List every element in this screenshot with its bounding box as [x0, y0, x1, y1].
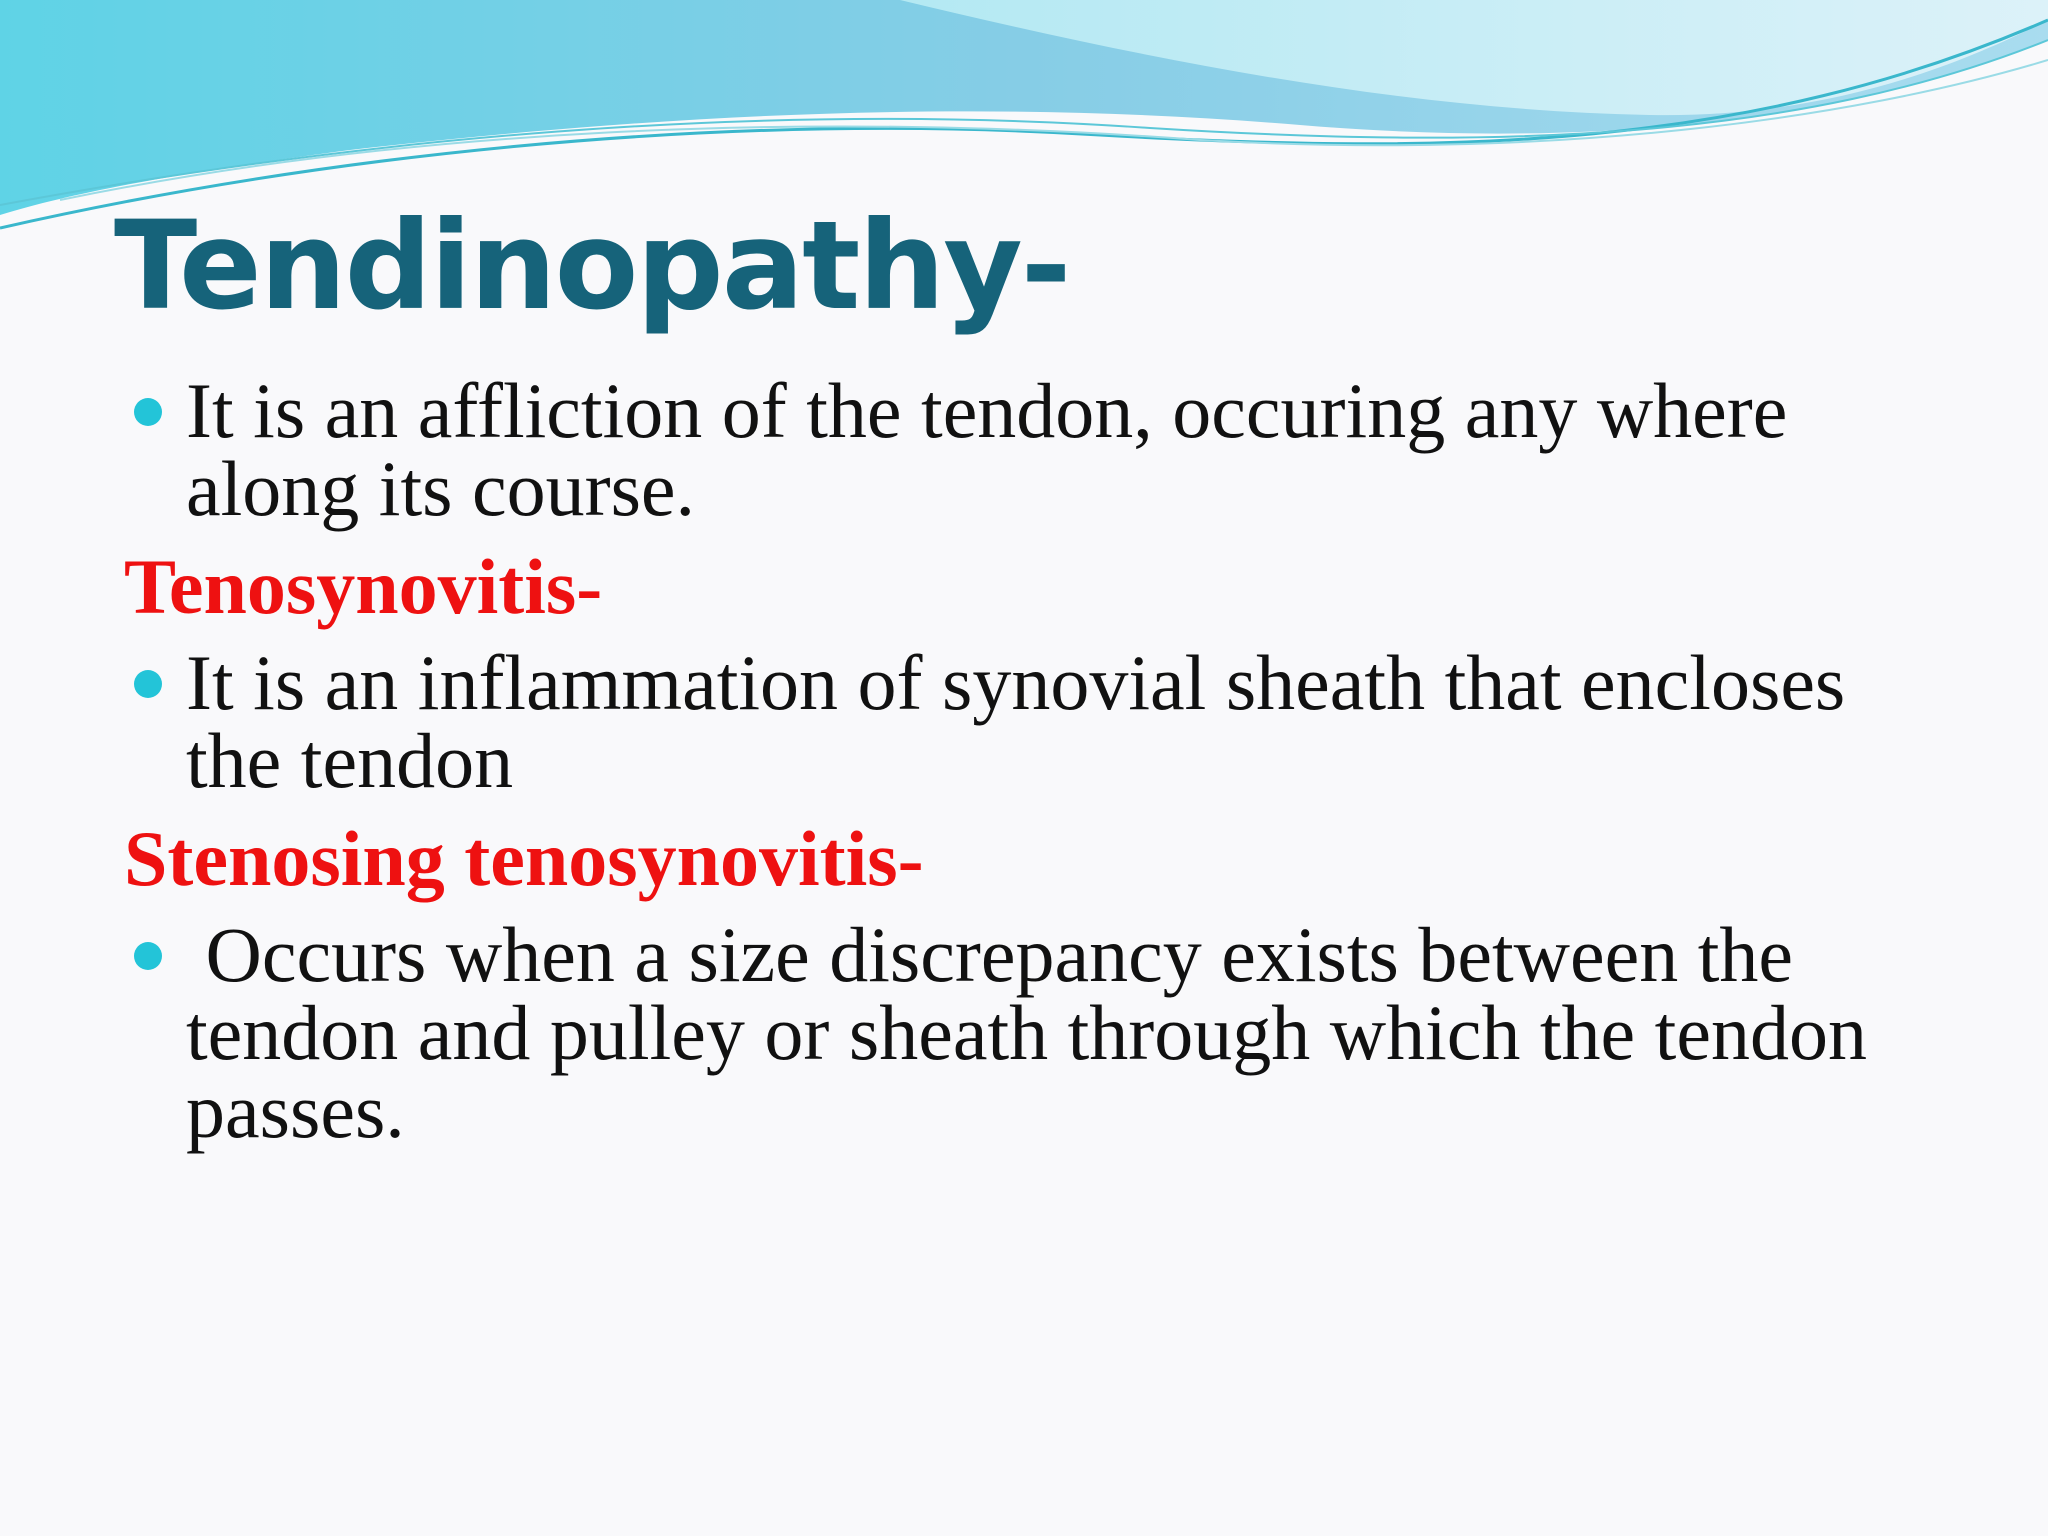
- bullet-text: Occurs when a size discrepancy exists between the tendon and pulley or sheath through which the tendon passes.: [186, 911, 1887, 1154]
- bullet-item-tenosynovitis: [124, 639, 1954, 804]
- slide-title: Tendinopathy-: [114, 195, 1070, 337]
- bullet-item-definition: [124, 367, 1954, 532]
- slide-content: [124, 360, 1954, 1154]
- bullet-dot-icon: [134, 670, 162, 698]
- bullet-text: It is an inflammation of synovial sheath that encloses the tendon: [186, 639, 1846, 804]
- bullet-text: It is an affliction of the tendon, occuring any where along its course.: [186, 367, 1788, 532]
- bullet-dot-icon: [134, 398, 162, 426]
- bullet-item-stenosing: [124, 911, 1954, 1154]
- bullet-dot-icon: [134, 942, 162, 970]
- section-heading-stenosing-tenosynovitis: Stenosing tenosynovitis-: [124, 815, 924, 902]
- section-heading-tenosynovitis: Tenosynovitis-: [124, 543, 603, 630]
